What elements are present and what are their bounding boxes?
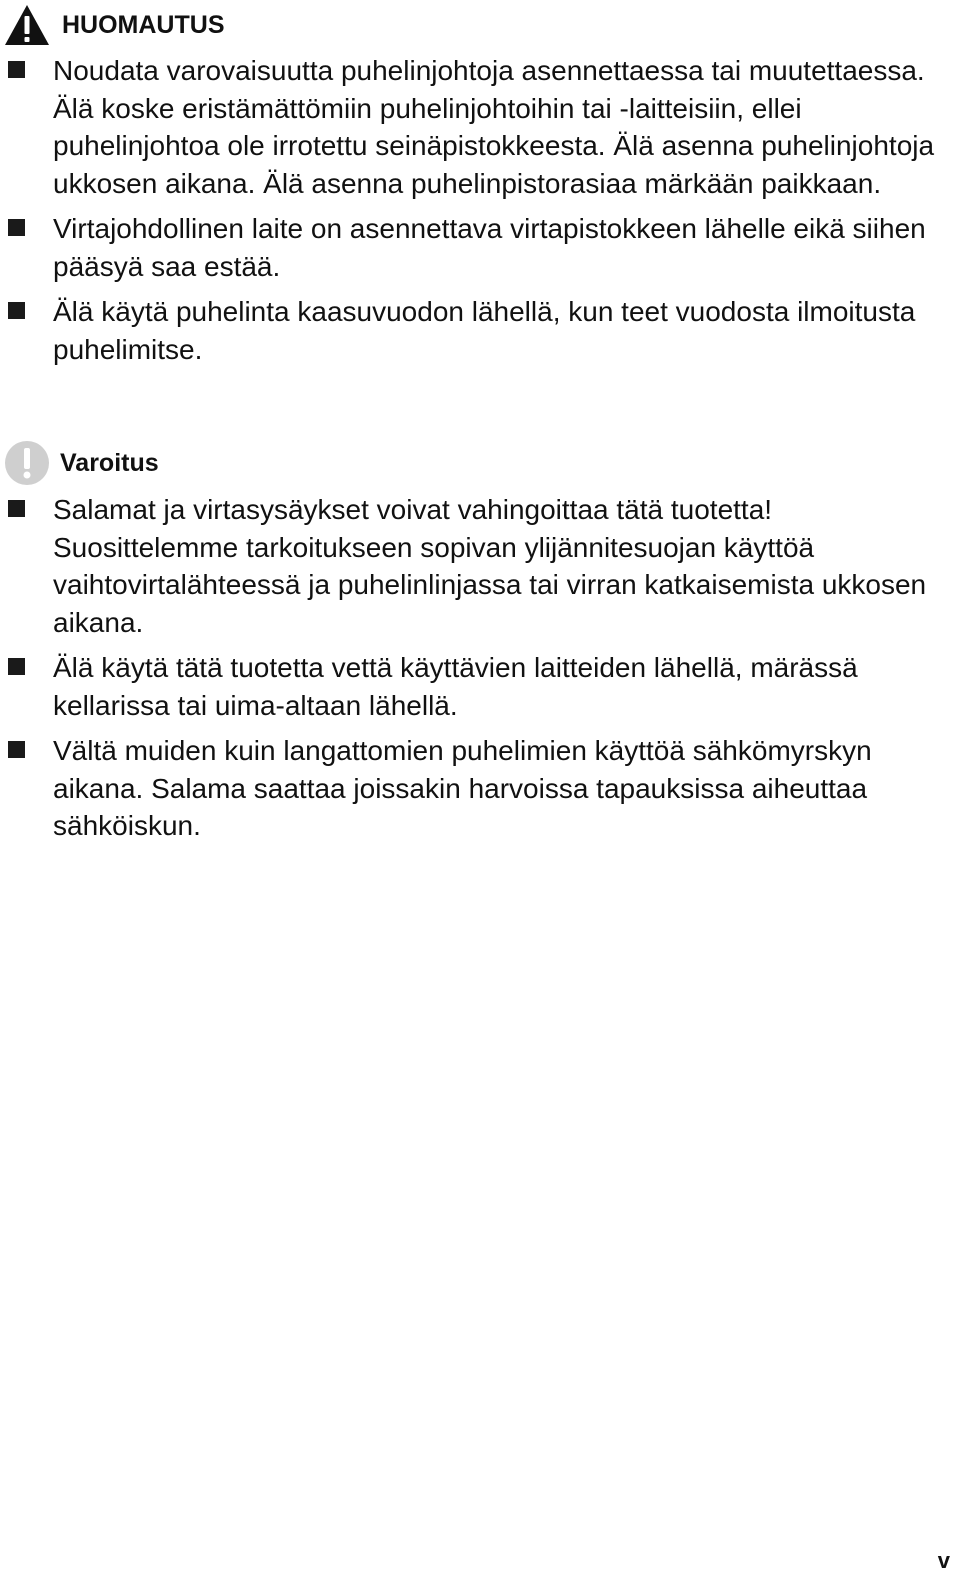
list-item (0, 52, 960, 202)
square-bullet-icon (8, 658, 25, 675)
list-item (0, 293, 960, 368)
square-bullet-icon (8, 61, 25, 78)
varoitus-title: Varoitus (60, 449, 159, 477)
caution-circle-icon (4, 440, 50, 486)
page-number: v (937, 1548, 950, 1573)
list-item-text: Salamat ja virtasysäykset voivat vahingoittaa tätä tuotetta! Suosittelemme tarkoitukseen sopivan ylijännitesuojan käyttöä vaihtovirtalähteessä ja puhelinlinjassa tai virran katkaisemista ukkosen aikana. (53, 494, 927, 638)
list-item (0, 649, 960, 724)
huomautus-header (4, 4, 225, 46)
square-bullet-icon (8, 302, 25, 319)
list-item (0, 210, 960, 285)
list-item-text: Älä käytä puhelinta kaasuvuodon lähellä, kun teet vuodosta ilmoitusta puhelimitse. (53, 296, 916, 365)
square-bullet-icon (8, 741, 25, 758)
varoitus-list (0, 491, 960, 853)
list-item (0, 491, 960, 641)
square-bullet-icon (8, 500, 25, 517)
huomautus-list (0, 52, 960, 376)
warning-triangle-icon (4, 4, 50, 46)
huomautus-title: HUOMAUTUS (62, 11, 225, 39)
list-item-text: Älä käytä tätä tuotetta vettä käyttävien laitteiden lähellä, märässä kellarissa tai uima-altaan lähellä. (53, 652, 858, 721)
varoitus-header (4, 440, 159, 486)
list-item-text: Vältä muiden kuin langattomien puhelimien käyttöä sähkömyrskyn aikana. Salama saattaa joissakin harvoissa tapauksissa aiheuttaa sähköiskun. (53, 735, 872, 841)
list-item-text: Virtajohdollinen laite on asennettava virtapistokkeen lähelle eikä siihen pääsyä saa estää. (53, 213, 926, 282)
list-item-text: Noudata varovaisuutta puhelinjohtoja asennettaessa tai muutettaessa. Älä koske eristämättömiin puhelinjohtoihin tai -laitteisiin, ellei puhelinjohtoa ole irrotettu seinäpistokkeesta. Älä asenna puhelinjohtoja ukkosen aikana. Älä asenna puhelinpistorasiaa märkään paikkaan. (53, 55, 935, 199)
square-bullet-icon (8, 219, 25, 236)
list-item (0, 732, 960, 845)
